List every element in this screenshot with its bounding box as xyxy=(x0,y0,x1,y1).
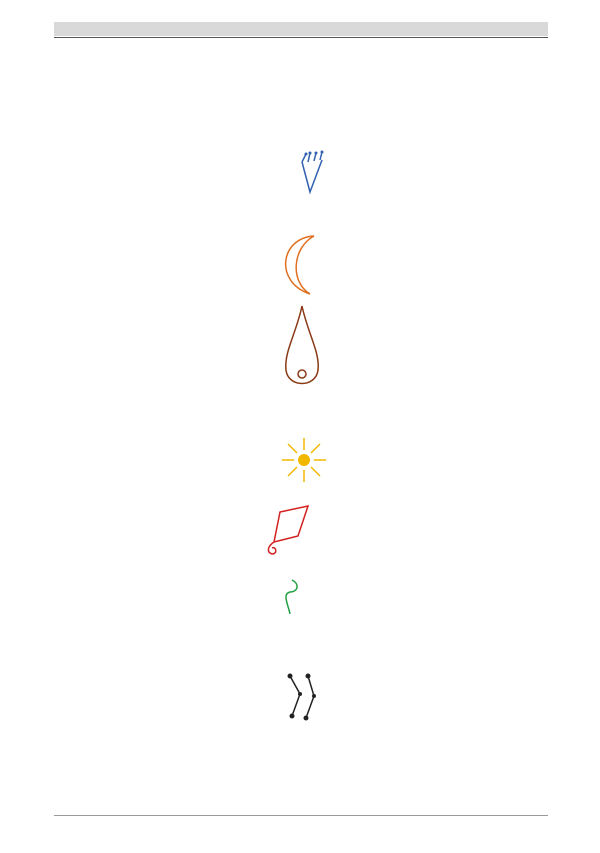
drop-doodle-icon xyxy=(282,304,322,394)
header-bar xyxy=(54,22,548,36)
crescent-doodle-icon xyxy=(270,232,322,298)
header-divider xyxy=(54,37,548,38)
bones-doodle-icon xyxy=(282,670,322,724)
comb-doodle-icon xyxy=(296,150,328,196)
footer-divider xyxy=(54,815,548,816)
sun-doodle-icon xyxy=(280,436,328,484)
hook-doodle-icon xyxy=(278,578,302,618)
flag-doodle-icon xyxy=(260,500,316,560)
